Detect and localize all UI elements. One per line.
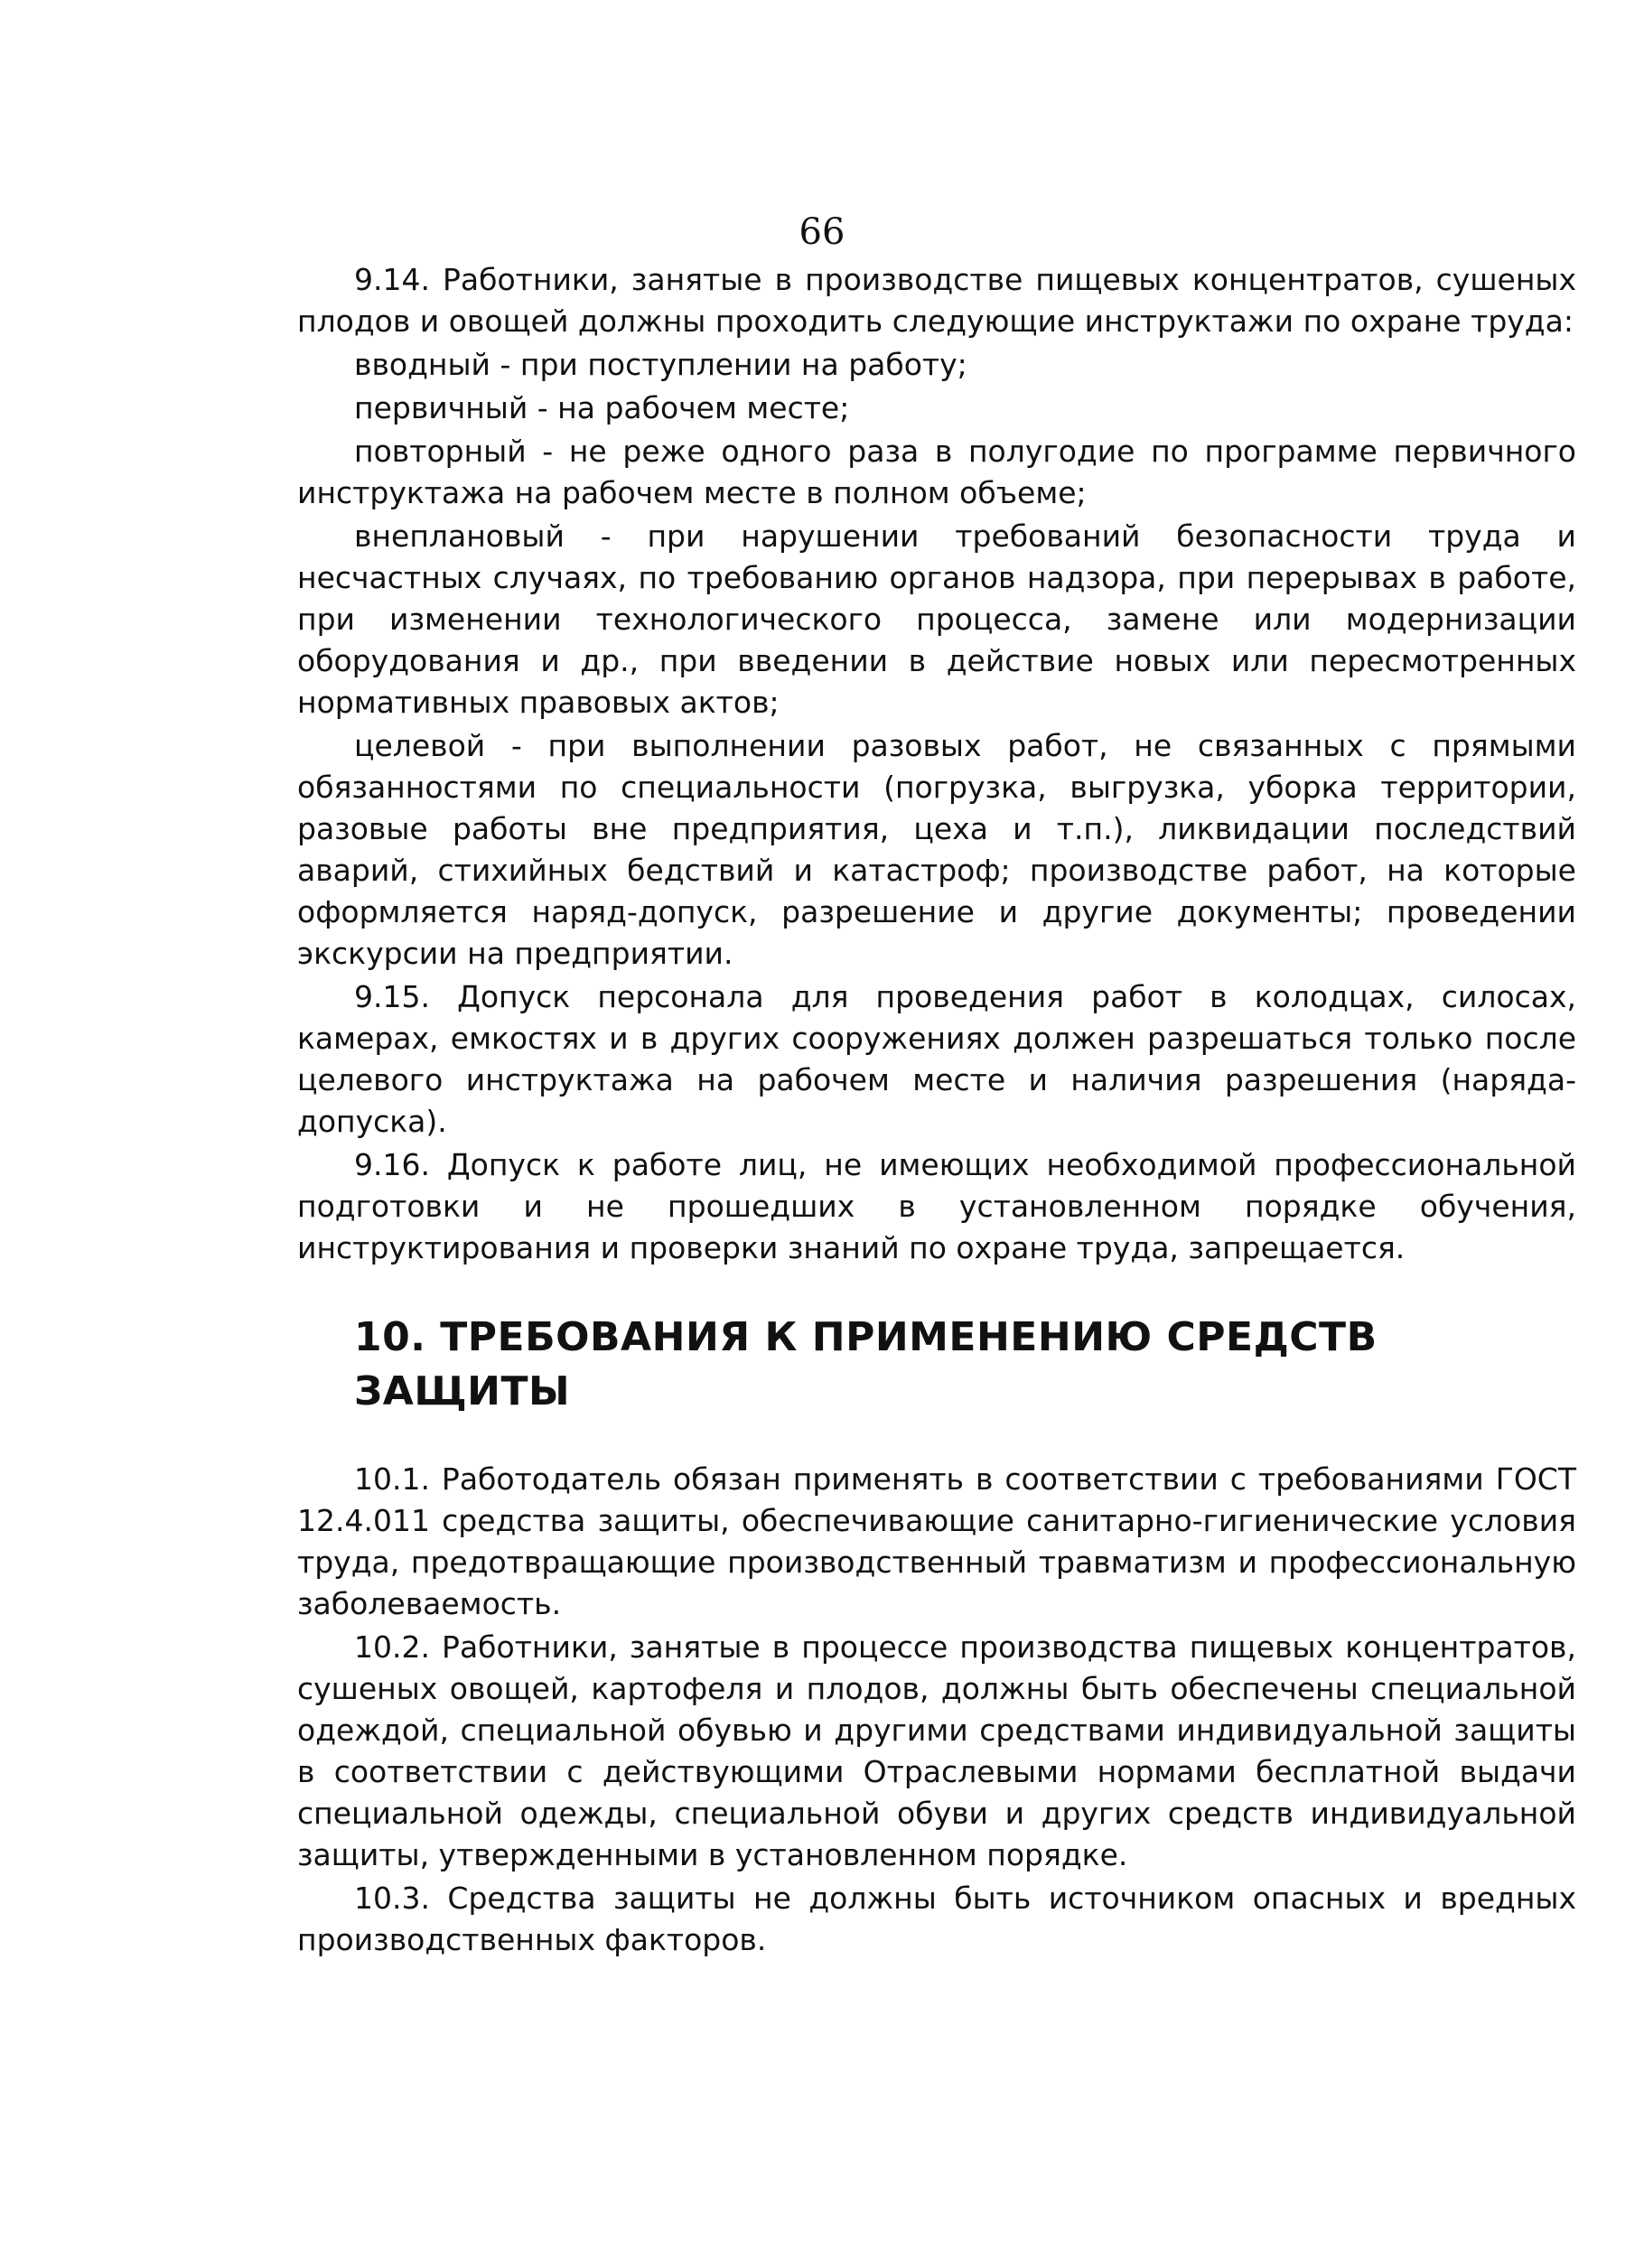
list-item-primary: первичный - на рабочем месте; — [354, 390, 850, 425]
list-item-unscheduled: внеплановый - при нарушении требований безопасности труда и несчастных случаях, по требованию органов надзора, при перерывах в работе, при изменении технологического процесса, замене или модернизации оборудования и др., при введении в действие новых или пересмотренных нормативных правовых актов; — [297, 518, 1576, 720]
paragraph-10-2: 10.2. Работники, занятые в процессе производства пищевых концентратов, сушеных овощей, картофеля и плодов, должны быть обеспечены специальной одеждой, специальной обувью и другими средствами индивидуальной защиты в соответствии с действующими Отраслевыми нормами бесплатной выдачи специальной одежды, специальной обуви и других средств индивидуальной защиты, утвержденными в установленном порядке. — [297, 1629, 1576, 1872]
section-10-heading: 10. ТРЕБОВАНИЯ К ПРИМЕНЕНИЮ СРЕДСТВ ЗАЩИТЫ — [354, 1314, 1378, 1414]
paragraph-9-15: 9.15. Допуск персонала для проведения работ в колодцах, силосах, камерах, емкостях и в других сооружениях должен разрешаться только после целевого инструктажа на рабочем месте и наличия разрешения (наряда-допуска). — [297, 979, 1576, 1139]
document-body — [297, 259, 1576, 1963]
list-item-introductory: вводный - при поступлении на работу; — [354, 347, 967, 382]
list-item-repeated: повторный - не реже одного раза в полугодие по программе первичного инструктажа на рабочем месте в полном объеме; — [297, 434, 1576, 510]
page-number: 66 — [799, 211, 845, 253]
paragraph-9-14: 9.14. Работники, занятые в производстве пищевых концентратов, сушеных плодов и овощей должны проходить следующие инструктажи по охране труда: — [297, 262, 1576, 339]
paragraph-9-16: 9.16. Допуск к работе лиц, не имеющих необходимой профессиональной подготовки и не прошедших в установленном порядке обучения, инструктирования и проверки знаний по охране труда, запрещается. — [297, 1147, 1576, 1265]
paragraph-10-1: 10.1. Работодатель обязан применять в соответствии с требованиями ГОСТ 12.4.011 средства защиты, обеспечивающие санитарно-гигиенические условия труда, предотвращающие производственный травматизм и профессиональную заболеваемость. — [297, 1461, 1576, 1621]
paragraph-10-3: 10.3. Средства защиты не должны быть источником опасных и вредных производственных факторов. — [297, 1881, 1576, 1957]
list-item-targeted: целевой - при выполнении разовых работ, не связанных с прямыми обязанностями по специальности (погрузка, выгрузка, уборка территории, разовые работы вне предприятия, цеха и т.п.), ликвидации последствий аварий, стихийных бедствий и катастроф; производстве работ, на которые оформляется наряд-допуск, разрешение и другие документы; проведении экскурсии на предприятии. — [297, 728, 1576, 971]
